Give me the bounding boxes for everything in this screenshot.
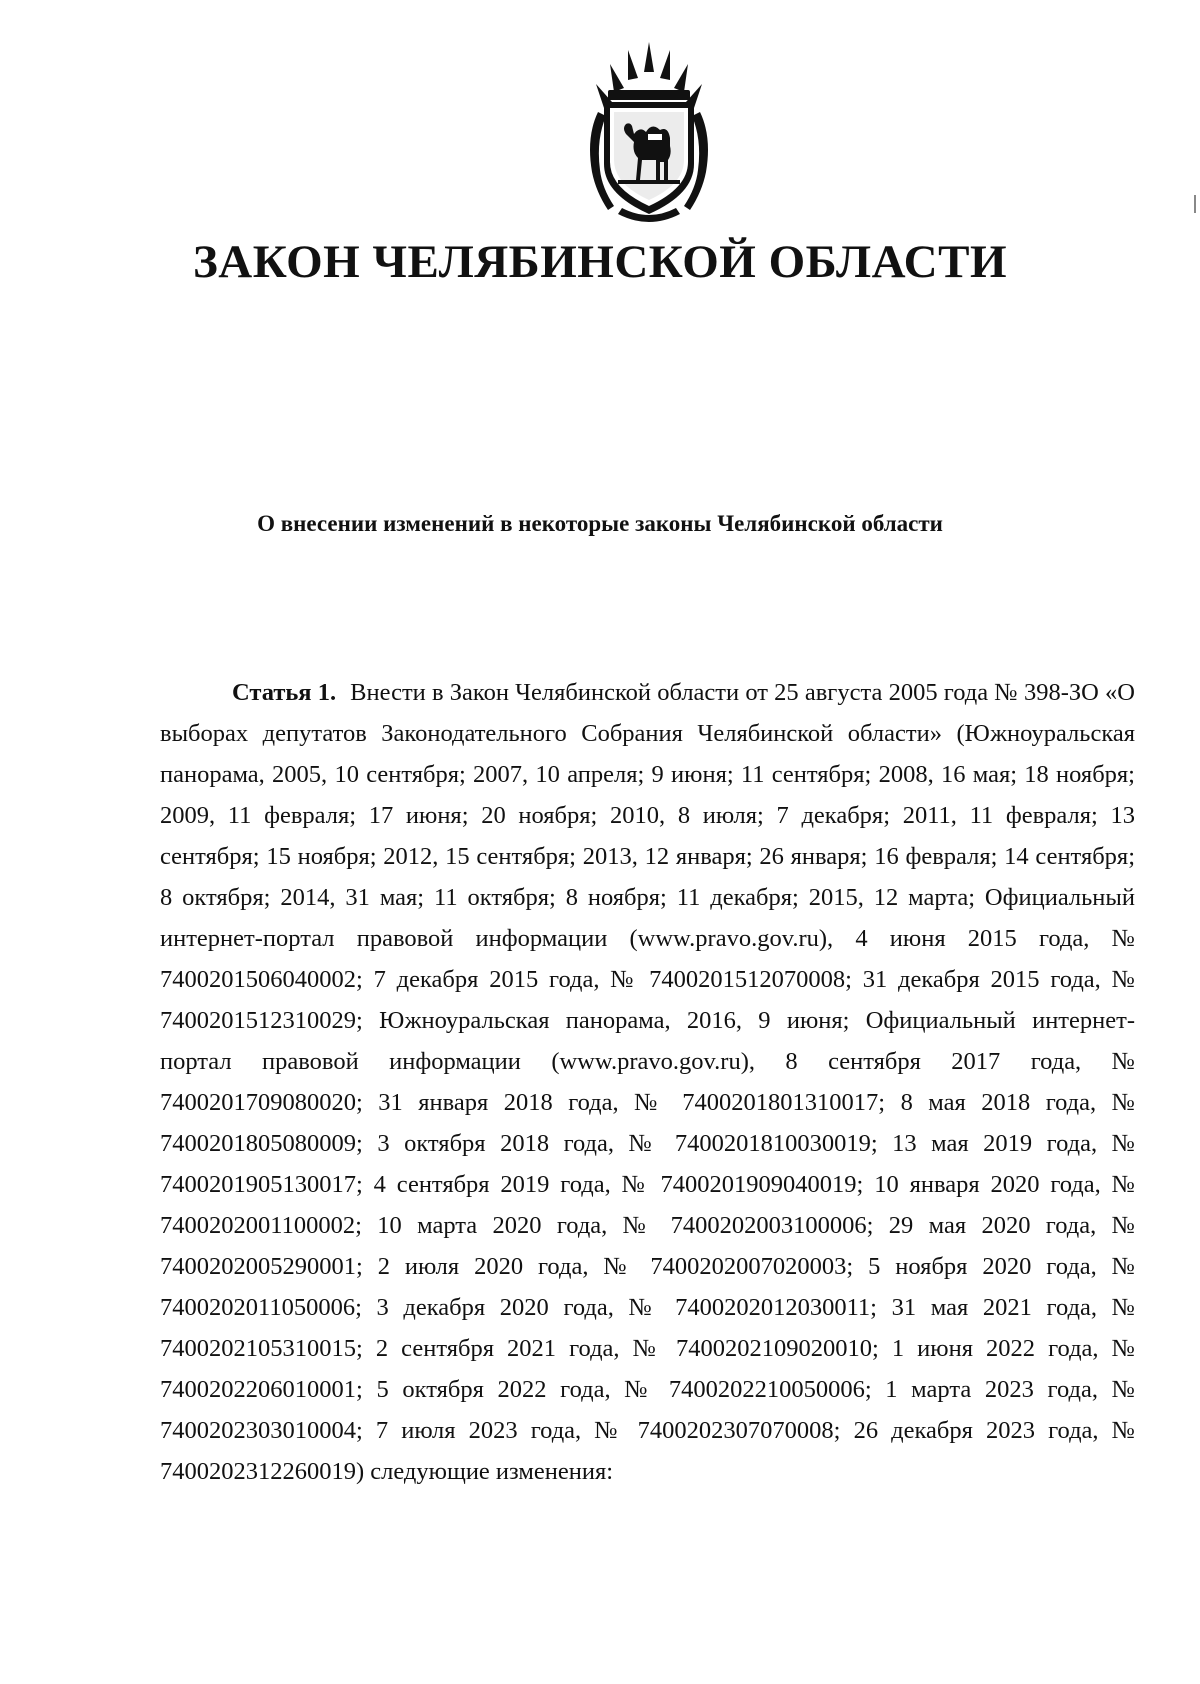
scan-edge-mark	[1194, 195, 1196, 213]
document-subtitle: О внесении изменений в некоторые законы Челябинской области	[257, 511, 943, 536]
document-title: ЗАКОН ЧЕЛЯБИНСКОЙ ОБЛАСТИ	[192, 236, 1008, 288]
article-1	[160, 672, 1135, 1492]
article-text: Внести в Закон Челябинской области от 25 августа 2005 года № 398-ЗО «О выборах депутатов Законодательного Собрания Челябинской области» (Южноуральская панорама, 2005, 10 сентября; 2007, 10 апреля; 9 июня; 11 сентября; 2008, 16 мая; 18 ноября; 2009, 11 февраля; 17 июня; 20 ноября; 2010, 8 июля; 7 декабря; 2011, 11 февраля; 13 сентября; 15 ноября; 2012, 15 сентября; 2013, 12 января; 26 января; 16 февраля; 14 сентября; 8 октября; 2014, 31 мая; 11 октября; 8 ноября; 11 декабря; 2015, 12 марта; Официальный интернет-портал правовой информации (www.pravo.gov.ru), 4 июня 2015 года, № 7400201506040002; 7 декабря 2015 года, № 7400201512070008; 31 декабря 2015 года, № 7400201512310029; Южноуральская панорама, 2016, 9 июня; Официальный интернет-портал правовой информации (www.pravo.gov.ru), 8 сентября 2017 года, № 7400201709080020; 31 января 2018 года, № 7400201801310017; 8 мая 2018 года, № 7400201805080009; 3 октября 2018 года, № 7400201810030019; 13 мая 2019 года, № 7400201905130017; 4 сентября 2019 года, № 7400201909040019; 10 января 2020 года, № 7400202001100002; 10 марта 2020 года, № 7400202003100006; 29 мая 2020 года, № 7400202005290001; 2 июля 2020 года, № 7400202007020003; 5 ноября 2020 года, № 7400202011050006; 3 декабря 2020 года, № 7400202012030011; 31 мая 2021 года, № 7400202105310015; 2 сентября 2021 года, № 7400202109020010; 1 июня 2022 года, № 7400202206010001; 5 октября 2022 года, № 7400202210050006; 1 марта 2023 года, № 7400202303010004; 7 июля 2023 года, № 7400202307070008; 26 декабря 2023 года, № 7400202312260019) следующие изменения:	[160, 679, 1135, 1485]
article-label: Статья 1.	[232, 679, 337, 706]
chelyabinsk-coat-of-arms-icon	[578, 42, 720, 230]
